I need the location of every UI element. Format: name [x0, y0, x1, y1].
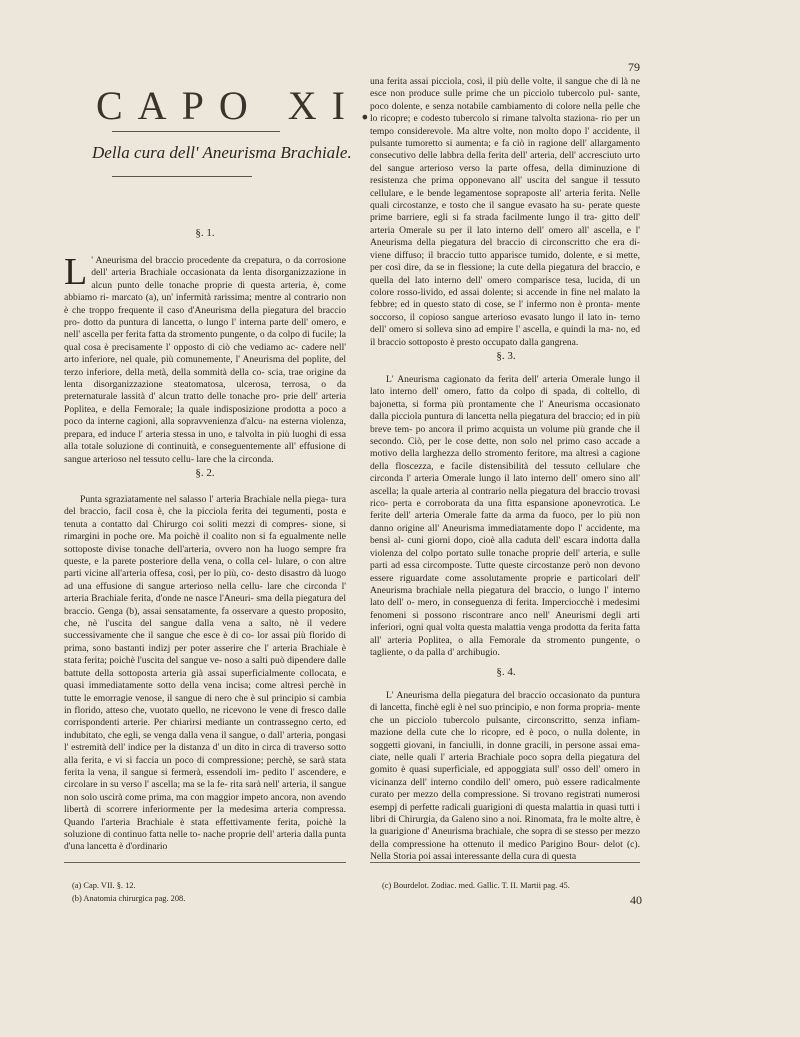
- chapter-subtitle: Della cura dell' Aneurisma Brachiale.: [92, 143, 352, 162]
- signature-number: 40: [630, 893, 642, 907]
- section-heading-1: §. 1.: [195, 227, 215, 239]
- chapter-title: CAPO XI.: [96, 83, 385, 128]
- right-column-section-2-cont: [370, 76, 640, 349]
- section-heading-3: §. 3.: [496, 350, 516, 362]
- footnote-b: (b) Anatomia chirurgica pag. 208.: [72, 894, 186, 903]
- section-heading-4: §. 4.: [496, 666, 516, 678]
- section-4-text: L' Aneurisma della piegatura del braccio occasionato da puntura di lancetta, finchè egli è nel suo principio, e non forma propria- mente che un picciolo tubercolo pulsante, circonscritto, senza infiam- mazione della cute che lo ricopre, ed è poco, o nulla dolente, in soggetti giovani, in fanciulli, in donne gracili, in persone assai ema- ciate, nelle quali l' arteria Brachiale poco sopra della piegatura del gomito è quasi superficiale, ed appoggiata sull' osso dell' omero in vicinanza dell' interno condilo dell' omero, può essere radicalmente curato per mezzo della compressione. Si trovano registrati numerosi esempj di perfette radicali guarigioni di questa malattia in quasi tutti i libri di Chirurgia, da Galeno sino a noi. Rinomata, fra le molte altre, è la guarigione d' Aneurisma brachiale, che sopra di se stesso per mezzo della compressione ha ottenuto il medico Parigino Bour- delot (c). Nella Storia poi assai interessante della cura di questa: [370, 690, 640, 863]
- left-column-section-2: [64, 494, 346, 854]
- subtitle-rule: [112, 176, 252, 177]
- footnote-c: (c) Bourdelot. Zodiac. med. Gallic. T. II. Martii pag. 45.: [382, 881, 570, 890]
- section-2-text: Punta sgraziatamente nel salasso l' arteria Brachiale nella piega- tura del braccio, facil cosa è, che la picciola ferita dei tegumenti, posta e tenuta a contatto dal Chirurgo coi soliti mezzi di compres- sione, si rimargini in poche ore. Ma poichè il coalito non si fa egualmente nelle sottoposte divise tonache dell'arteria, ovvero non ha luogo sempre fra queste, e la parete posteriore della vena, o colla cel- lulare, o con altre parti vicine all'arteria offesa, così, per lo più, co- desto disastro dà luogo ad una effusione di sangue arterioso nella cellu- lare che circonda l' arteria Brachiale ferita, d'onde ne nasce l'Aneuri- sma della piegatura del braccio. Genga (b), assai sensatamente, fa osservare a questo proposito, che, nè l'uscita del sangue dalla vena a salto, nè il vedere successivamente che il sangue che esce è di co- lor assai più florido di prima, sono bastanti indizj per poter asserire che l' arteria Brachiale è stata ferita; poichè l'uscita del sangue ve- noso a salti può dipendere dalle battute della sottoposta arteria già assai superficialmente collocata, e quasi immediatamente sotto della vena incisa; come altresì perchè in tutte le emorragie venose, il sangue di nero che è sul principio si cambia in florido, atteso che, vuotato quello, ne ricevono le vene di fresco dalle corrispondenti arterie. Per chiarirsi mediante un contrassegno certo, ed indubitato, che egli, se venga dalla vena il sangue, o dall' arteria, pongasi l' estremità dell' indice per la distanza d' un dito in circa di traverso sotto alla ferita, e vi si faccia un poco di compressione; perchè, se sarà stata ferita la vena, il sangue si fermerà, essendoli im- pedito l' ascendere, e circolare in su verso l' ascella; ma se la fe- rita sarà nell' arteria, il sangue non solo uscirà come prima, ma con maggior impeto ancora, non avendo libertà di scorrere inferiormente per la medesima arteria compressa. Quando l'arteria Brachiale è stata effettivamente ferita, poichè la soluzione di continuo fatta nelle to- nache proprie dell' arteria dalla punta d'una lancetta è d'ordinario: [64, 494, 346, 853]
- drop-cap: L: [64, 251, 88, 293]
- right-column-section-3: [370, 374, 640, 659]
- footnote-rule-left: [64, 862, 346, 863]
- page-number-top: 79: [628, 60, 640, 74]
- section-3-text: L' Aneurisma cagionato da ferita dell' arteria Omerale lungo il lato interno dell' omero, fatto da colpo di spada, di coltello, di bajonetta, si forma più prontamente che l' Aneurisma occasionato dalla picciola puntura di lancetta nella piegatura del braccio; ed in più breve tem- po ancora il primo acquista un volume più grande che il secondo. Ciò, per le cose dette, non solo nel primo caso accade a motivo della larghezza dello stromento feritore, ma altresì a cagione della floscezza, e facile distensibilità del tessuto cellulare che circonda l' arteria Omerale lungo il lato interno dell' omero sino all' ascella; la quale arteria al contrario nella piegatura del braccio trovasi rico- perta e corroborata da una fitta espansione aponevrotica. Le ferite dell' arteria Omerale fatte da arma da fuoco, per lo più non danno origine all' Aneurisma immediatamente dopo l' accidente, ma bensì al- cuni giorni dopo, cioè alla caduta dell' escara indotta dalla violenza del colpo portato sulle tonache proprie dell' arteria, e sulle parti ad essa circomposte. Tutte queste circostanze però non devono essere riguardate come assolutamente proprie e particolari dell' Aneurisma brachiale nella piegatura del braccio, o lungo l' interno lato dell' o- mero, in conseguenza di ferita. Imperciocchè i medesimi fenomeni si possono riscontrare anco nell' Aneurismi degli arti inferiori, ogni qual volta questa malattia venga prodotta da ferita fatta all' arteria Poplitea, o alla Femorale da stromento pungente, o tagliente, o da palla d' archibugio.: [370, 374, 640, 658]
- footnote-a: (a) Cap. VII. §. 12.: [72, 881, 136, 890]
- right-column-section-4: [370, 690, 640, 864]
- section-heading-2: §. 2.: [195, 467, 215, 479]
- section-2-continuation: una ferita assai picciola, così, il più delle volte, il sangue che di là ne esce non produce sulle prime che un picciolo tubercolo pul- sante, poco dolente, e senza notabile cambiamento di colore nella pelle che lo ricopre; e codesto tubercolo si rimane talvolta staziona- rio per un tempo considerevole. Ma altre volte, non molto dopo l' accidente, il pulsante tumoretto si aumenta; e fa ciò in ragione dell' allargamento consecutivo delle labbra della ferita dell' arteria, dell' accresciuto urto del sangue arterioso verso la parte offesa, della diminuzione di resistenza che prima opponevano all' uscita del sangue il tessuto cellulare, e le bende legamentose sopraposte all' arteria ferita. Nelle quali circostanze, e tosto che il sangue evasato ha su- perate queste prime barriere, egli si fa strada facilmente lungo il tra- gitto dell' arteria Omerale su per il lato interno dell' omero all' ascella, e l' Aneurisma della piegatura del braccio di circonscritto che era di- viene diffuso; il braccio tutto apparisce tumido, dolente, e si mette, per così dire, da se in flessione; la cute della piegatura del braccio, e quella del lato interno dell' omero comparisce tesa, lucida, di un colore rosso-livido, ed assai dolente; si accende in fine nel malato la febbre; ed in questo stato di cose, se l' infermo non è pronta- mente soccorso, il copioso sangue arterioso evasato lungo il lato in- terno dell' omero si solleva sino ad empire l' ascella, e quindi la ma- no, ed il braccio sottoposto è presto occupato dalla gangrena.: [370, 76, 640, 348]
- title-rule: [112, 131, 280, 132]
- footnote-rule-right: [370, 862, 640, 863]
- left-column-section-1: [64, 251, 346, 466]
- section-1-text: ' Aneurisma del braccio procedente da crepatura, o da corrosione dell' arteria Brachiale occasionata da lenta disorganizzazione in alcun punto delle tonache proprie di questa arteria, è, come abbiamo ri- marcato (a), un' infermità rarissima; mentre al contrario non è che troppo frequente il caso d'Aneurisma della piegatura del braccio pro- dotto da puntura di lancetta, o lungo l' interna parte dell' omero, e nell' ascella per ferita fatta da stromento pungente, o da colpo di fucile; la qual cosa è precisamente l' opposto di ciò che vediamo ac- cadere nell' arto inferiore, nel quale, più comunemente, l' Aneurisma del poplite, del terzo inferiore, della metà, della sommità della co- scia, trae origine da lenta disorganizzazione steatomatosa, ulcerosa, terrosa, o da preternaturale lassità d' alcun tratto delle tonache pro- prie dell' arteria Poplitea, e della Femorale; la quale indisposizione prodotta a poco a poco da interne cagioni, alla sopravvenienza d'alcu- na esterna violenza, prepara, ed induce l' arteria stessa in uno, e talvolta in più luoghi di essa alla totale soluzione di continuità, e conseguentemente all' effusione di sangue arterioso nel tessuto cellu- lare che la circonda.: [64, 255, 346, 465]
